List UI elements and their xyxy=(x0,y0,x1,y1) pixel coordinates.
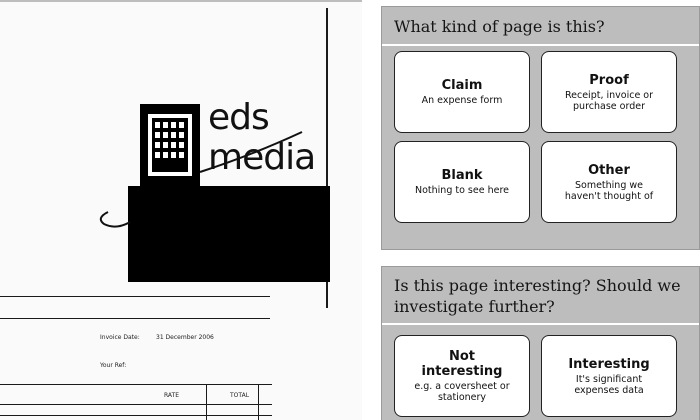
invoice-date-value: 31 December 2006 xyxy=(156,334,214,341)
blank-button[interactable] xyxy=(394,141,530,223)
option-description: An expense form xyxy=(421,95,503,106)
claim-button[interactable] xyxy=(394,51,530,133)
panel-divider xyxy=(382,323,699,325)
option-title: Other xyxy=(588,162,630,178)
other-button[interactable] xyxy=(541,141,677,223)
interest-panel xyxy=(381,266,700,420)
page-kind-question: What kind of page is this? xyxy=(394,17,605,36)
interest-question: Is this page interesting? Should we investigate further? xyxy=(394,276,681,316)
table-rule xyxy=(0,404,272,405)
document-rule xyxy=(0,318,270,319)
logo-line-2: media xyxy=(208,137,316,178)
logo-swoosh xyxy=(180,126,310,176)
option-description: It's significant expenses data xyxy=(574,373,644,396)
document-rule xyxy=(0,296,270,297)
pen-mark xyxy=(96,202,136,232)
option-title: Interesting xyxy=(568,356,650,372)
table-header-total: TOTAL xyxy=(230,392,250,399)
proof-button[interactable] xyxy=(541,51,677,133)
table-header-rate: RATE xyxy=(164,392,180,399)
invoice-date-label: Invoice Date: xyxy=(100,334,140,341)
redaction-block xyxy=(128,186,330,282)
panel-divider xyxy=(382,44,699,46)
not-interesting-button[interactable] xyxy=(394,335,530,417)
page-kind-panel xyxy=(381,6,700,250)
interesting-button[interactable] xyxy=(541,335,677,417)
option-description: e.g. a coversheet or stationery xyxy=(414,381,510,403)
option-description: Nothing to see here xyxy=(415,185,509,196)
option-description: Receipt, invoice or purchase order xyxy=(564,89,654,112)
your-ref-label: Your Ref: xyxy=(100,362,127,369)
option-title: Proof xyxy=(589,72,629,88)
option-description: Something we haven't thought of xyxy=(564,179,654,202)
table-rule xyxy=(0,384,272,385)
option-title: Blank xyxy=(441,168,483,183)
table-rule xyxy=(0,415,272,416)
logo-line-1: eds xyxy=(208,97,269,138)
option-title: Claim xyxy=(441,78,483,93)
option-title: Not interesting xyxy=(421,349,503,379)
document-edge xyxy=(0,0,362,2)
